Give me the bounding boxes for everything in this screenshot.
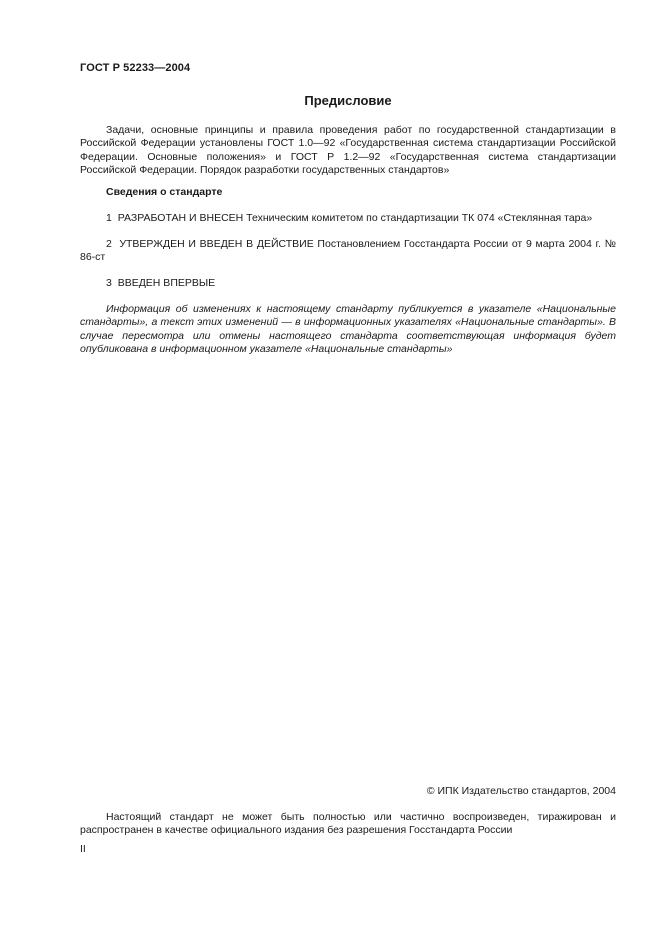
copyright-notice: © ИПК Издательство стандартов, 2004 <box>426 785 616 797</box>
changes-info-note: Информация об изменениях к настоящему стандарту публикуется в указателе «Национальные стандарты», а текст этих изменений — в информационных указателях «Национальные стандарты». В случае пересмотра или отмены настоящего стандарта соответствующая информация будет опубликована в информационном указателе «Национальные стандарты» <box>80 303 616 356</box>
info-item-2 <box>80 238 616 265</box>
info-item-2-number: 2 <box>106 238 112 250</box>
foreword-intro-paragraph: Задачи, основные принципы и правила проведения работ по государственной стандартизации в Российской Федерации установлены ГОСТ 1.0—92 «Государственная система стандартизации Российской Федерации. Основные положения» и ГОСТ Р 1.2—92 «Государственная система стандартизации Российской Федерации. Порядок разработки государственных стандартов» <box>80 124 616 177</box>
standard-code-header: ГОСТ Р 52233—2004 <box>80 62 191 74</box>
info-item-2-text: УТВЕРЖДЕН И ВВЕДЕН В ДЕЙСТВИЕ Постановлением Госстандарта России от 9 марта 2004 г. № 86-ст <box>80 238 616 264</box>
info-item-1-text: РАЗРАБОТАН И ВНЕСЕН Техническим комитетом по стандартизации ТК 074 «Стеклянная тара» <box>117 212 593 224</box>
info-item-3-text: ВВЕДЕН ВПЕРВЫЕ <box>117 277 216 289</box>
reproduction-rights-paragraph: Настоящий стандарт не может быть полностью или частично воспроизведен, тиражирован и распространен в качестве официального издания без разрешения Госстандарта России <box>80 811 616 837</box>
info-item-3-number: 3 <box>106 277 112 289</box>
info-item-1 <box>80 212 616 225</box>
standard-info-subheading: Сведения о стандарте <box>106 186 223 198</box>
page-number: II <box>80 843 86 855</box>
info-item-1-number: 1 <box>106 212 112 224</box>
info-item-3 <box>80 277 616 290</box>
foreword-title: Предисловие <box>304 93 392 108</box>
